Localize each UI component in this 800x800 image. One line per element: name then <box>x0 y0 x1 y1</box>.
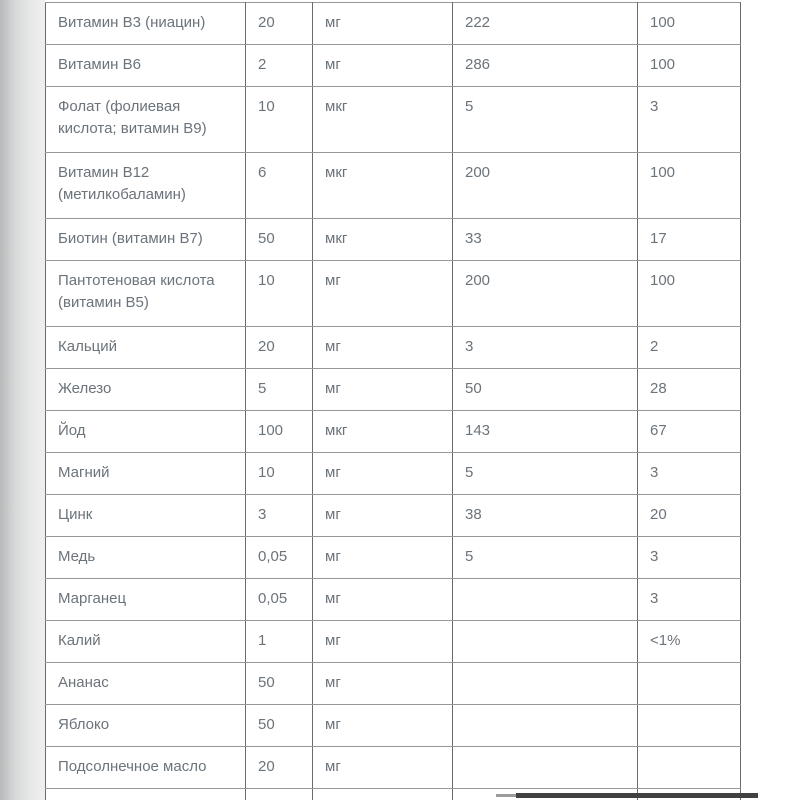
percent-dv-cell: 3 <box>638 537 741 579</box>
nutrient-name-cell: Витамин В12 (метилкобаламин) <box>46 153 246 219</box>
amount-cell: 0,05 <box>246 537 313 579</box>
nutrient-name-cell: Магний <box>46 453 246 495</box>
nutrient-name-cell: Ананас <box>46 663 246 705</box>
unit-cell <box>313 789 453 800</box>
unit-cell: мг <box>313 663 453 705</box>
amount-cell: 20 <box>246 327 313 369</box>
unit-cell: мг <box>313 705 453 747</box>
amount-cell: 6 <box>246 153 313 219</box>
percent-dv-cell <box>638 705 741 747</box>
amount-cell: 50 <box>246 705 313 747</box>
amount-cell: 1 <box>246 621 313 663</box>
table-row <box>46 663 741 705</box>
nutrient-name-cell: Витамин В6 <box>46 45 246 87</box>
amount-cell: 20 <box>246 747 313 789</box>
table-row <box>46 3 741 45</box>
percent-dv-cell: 100 <box>638 45 741 87</box>
amount-cell: 2 <box>246 45 313 87</box>
per-portion-cell: 286 <box>453 45 638 87</box>
unit-cell: мкг <box>313 411 453 453</box>
nutrient-name-cell: Железо <box>46 369 246 411</box>
amount-cell <box>246 789 313 800</box>
nutrient-name-cell: Цинк <box>46 495 246 537</box>
percent-dv-cell: 100 <box>638 3 741 45</box>
bottom-bar-tail <box>496 794 517 797</box>
per-portion-cell <box>453 579 638 621</box>
percent-dv-cell: <1% <box>638 621 741 663</box>
unit-cell: мг <box>313 537 453 579</box>
per-portion-cell: 5 <box>453 537 638 579</box>
per-portion-cell: 200 <box>453 153 638 219</box>
table-row <box>46 705 741 747</box>
nutrient-name-cell: Пантотеновая кислота (витамин В5) <box>46 261 246 327</box>
per-portion-cell <box>453 663 638 705</box>
table-row <box>46 495 741 537</box>
nutrition-table-body <box>46 3 741 800</box>
per-portion-cell: 222 <box>453 3 638 45</box>
per-portion-cell: 38 <box>453 495 638 537</box>
per-portion-cell: 200 <box>453 261 638 327</box>
per-portion-cell: 33 <box>453 219 638 261</box>
table-row <box>46 621 741 663</box>
amount-cell: 50 <box>246 219 313 261</box>
percent-dv-cell: 3 <box>638 87 741 153</box>
table-row <box>46 411 741 453</box>
table-row <box>46 453 741 495</box>
percent-dv-cell: 100 <box>638 261 741 327</box>
unit-cell: мг <box>313 747 453 789</box>
unit-cell: мг <box>313 45 453 87</box>
unit-cell: мкг <box>313 87 453 153</box>
bottom-dark-bar <box>516 793 758 798</box>
percent-dv-cell: 2 <box>638 327 741 369</box>
amount-cell: 50 <box>246 663 313 705</box>
per-portion-cell: 5 <box>453 87 638 153</box>
amount-cell: 0,05 <box>246 579 313 621</box>
table-row <box>46 153 741 219</box>
amount-cell: 100 <box>246 411 313 453</box>
percent-dv-cell: 3 <box>638 453 741 495</box>
nutrition-table <box>45 2 741 800</box>
percent-dv-cell: 17 <box>638 219 741 261</box>
unit-cell: мг <box>313 327 453 369</box>
amount-cell: 5 <box>246 369 313 411</box>
unit-cell: мг <box>313 495 453 537</box>
nutrient-name-cell: Медь <box>46 537 246 579</box>
table-row <box>46 261 741 327</box>
unit-cell: мкг <box>313 219 453 261</box>
percent-dv-cell: 3 <box>638 579 741 621</box>
unit-cell: мг <box>313 369 453 411</box>
per-portion-cell: 3 <box>453 327 638 369</box>
amount-cell: 10 <box>246 87 313 153</box>
amount-cell: 20 <box>246 3 313 45</box>
table-row <box>46 369 741 411</box>
table-row <box>46 327 741 369</box>
per-portion-cell: 5 <box>453 453 638 495</box>
per-portion-cell <box>453 705 638 747</box>
percent-dv-cell <box>638 747 741 789</box>
nutrient-name-cell: Кальций <box>46 327 246 369</box>
table-row <box>46 537 741 579</box>
table-row <box>46 747 741 789</box>
percent-dv-cell: 100 <box>638 153 741 219</box>
per-portion-cell: 50 <box>453 369 638 411</box>
nutrient-name-cell: Фолат (фолиевая кислота; витамин В9) <box>46 87 246 153</box>
nutrient-name-cell: Биотин (витамин В7) <box>46 219 246 261</box>
nutrient-name-cell: Витамин В3 (ниацин) <box>46 3 246 45</box>
unit-cell: мг <box>313 579 453 621</box>
per-portion-cell <box>453 621 638 663</box>
amount-cell: 10 <box>246 453 313 495</box>
percent-dv-cell: 28 <box>638 369 741 411</box>
percent-dv-cell: 20 <box>638 495 741 537</box>
left-gutter <box>0 0 45 800</box>
unit-cell: мг <box>313 3 453 45</box>
table-row <box>46 45 741 87</box>
unit-cell: мг <box>313 621 453 663</box>
amount-cell: 3 <box>246 495 313 537</box>
percent-dv-cell <box>638 663 741 705</box>
table-row <box>46 87 741 153</box>
per-portion-cell <box>453 747 638 789</box>
amount-cell: 10 <box>246 261 313 327</box>
nutrient-name-cell: Йод <box>46 411 246 453</box>
unit-cell: мг <box>313 261 453 327</box>
nutrient-name-cell <box>46 789 246 800</box>
unit-cell: мкг <box>313 153 453 219</box>
table-row <box>46 219 741 261</box>
table-row <box>46 579 741 621</box>
nutrient-name-cell: Калий <box>46 621 246 663</box>
unit-cell: мг <box>313 453 453 495</box>
nutrient-name-cell: Подсолнечное масло <box>46 747 246 789</box>
nutrient-name-cell: Марганец <box>46 579 246 621</box>
percent-dv-cell: 67 <box>638 411 741 453</box>
per-portion-cell: 143 <box>453 411 638 453</box>
nutrient-name-cell: Яблоко <box>46 705 246 747</box>
